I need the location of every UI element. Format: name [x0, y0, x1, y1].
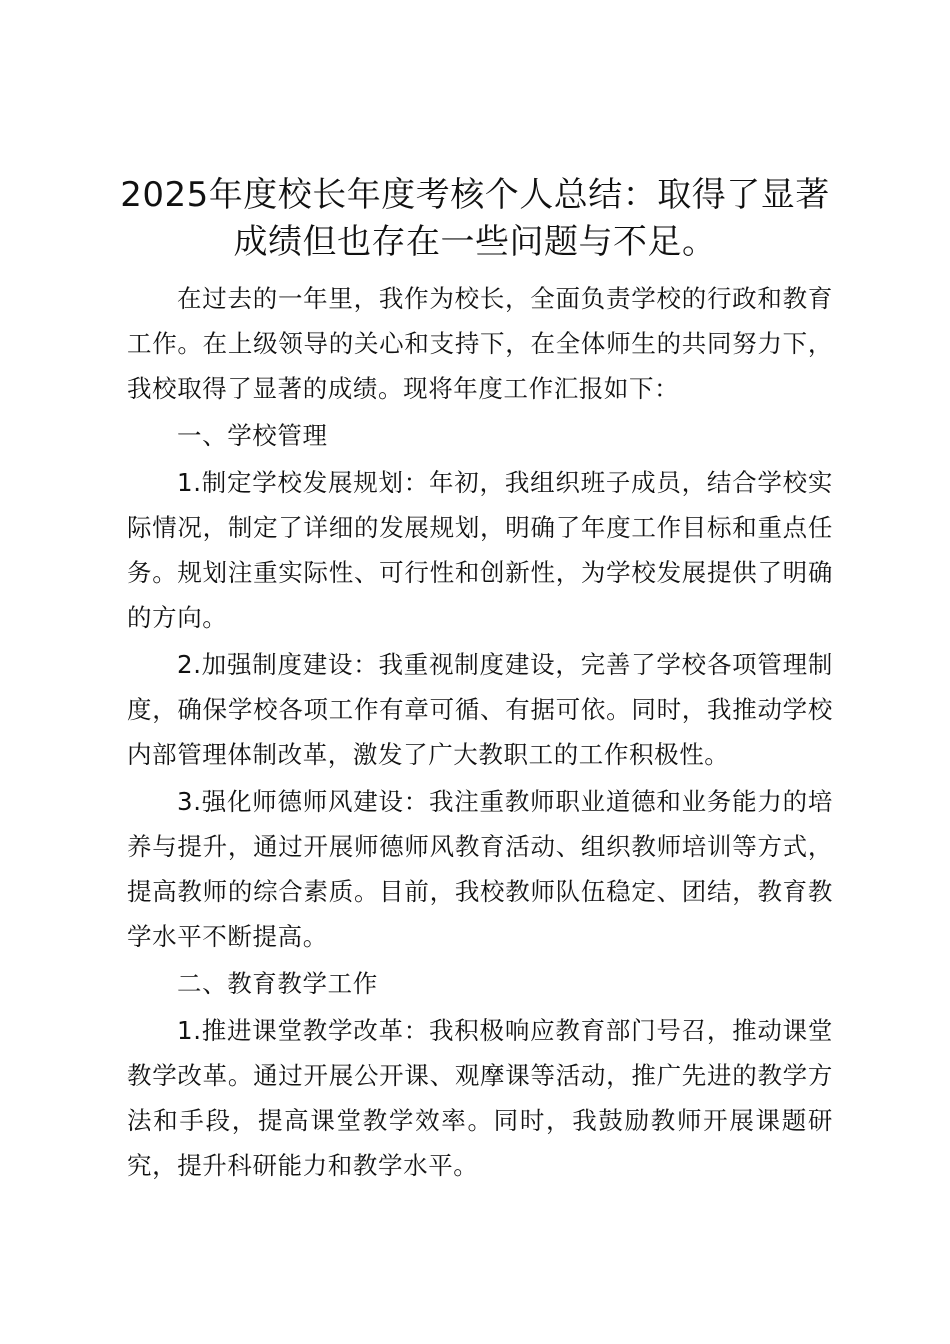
intro-paragraph: 在过去的一年里，我作为校长，全面负责学校的行政和教育工作。在上级领导的关心和支持下，在全体师生的共同努力下，我校取得了显著的成绩。现将年度工作汇报如下：: [127, 284, 833, 403]
document-body: [127, 276, 833, 1190]
paragraph-teacher-ethics: 3.强化师德师风建设：我注重教师职业道德和业务能力的培养与提升，通过开展师德师风教育活动、组织教师培训等方式，提高教师的综合素质。目前，我校教师队伍稳定、团结，教育教学水平不断提高。: [127, 787, 833, 951]
paragraph-development-plan: 1.制定学校发展规划：年初，我组织班子成员，结合学校实际情况，制定了详细的发展规划，明确了年度工作目标和重点任务。规划注重实际性、可行性和创新性，为学校发展提供了明确的方向。: [127, 468, 833, 632]
document-title: 2025年度校长年度考核个人总结：取得了显著成绩但也存在一些问题与不足。: [120, 175, 830, 262]
section-heading-school-management: 一、学校管理: [177, 421, 328, 450]
paragraph-system-building: 2.加强制度建设：我重视制度建设，完善了学校各项管理制度，确保学校各项工作有章可循、有据可依。同时，我推动学校内部管理体制改革，激发了广大教职工的工作积极性。: [127, 650, 833, 769]
paragraph-classroom-reform: 1.推进课堂教学改革：我积极响应教育部门号召，推动课堂教学改革。通过开展公开课、观摩课等活动，推广先进的教学方法和手段，提高课堂教学效率。同时，我鼓励教师开展课题研究，提升科研能力和教学水平。: [127, 1016, 833, 1180]
section-heading-teaching-work: 二、教育教学工作: [177, 969, 378, 998]
